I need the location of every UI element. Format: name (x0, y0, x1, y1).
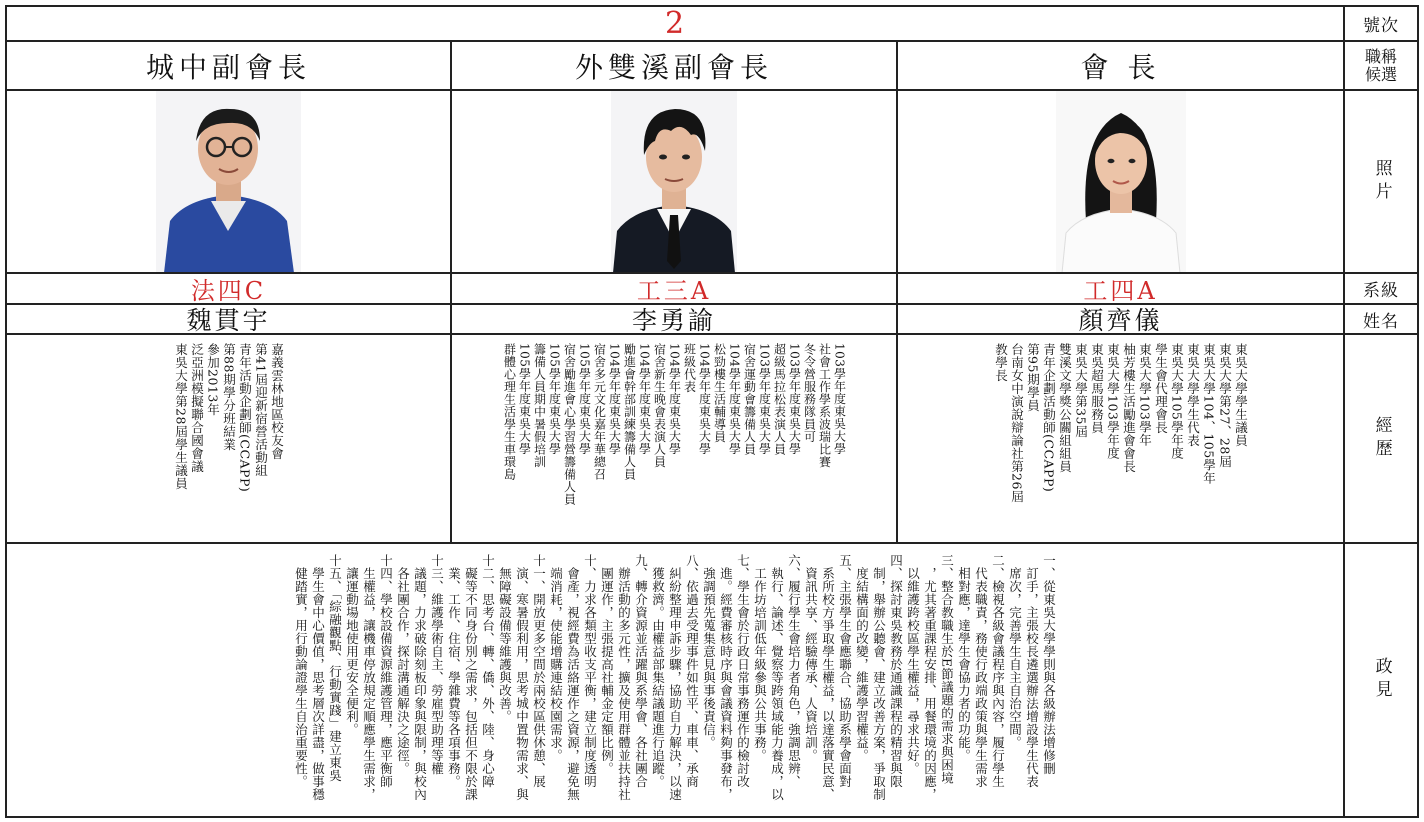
position-vice-waishuangxi: 外雙溪副會長 (574, 50, 773, 84)
experience-line: 學生會代理會長 (1153, 343, 1169, 434)
platform-line: ，尤其著重課程安排、用餐環境的因應， (922, 554, 938, 801)
position-vice-chengzhong: 城中副會長 (145, 50, 311, 84)
platform-line: 度結構面的改變，維護學習權益。 (854, 554, 870, 762)
row-label-experience: 經歷 (1371, 415, 1392, 462)
platform-line: 六、履行學生會培力者角色，強調思辨、 (786, 554, 802, 788)
platform-line: 七、學生會於行政日常事務運作的檢討改 (735, 554, 751, 788)
platform-line: 獲救濟。由權益部集結議題進行追蹤。 (650, 554, 666, 788)
experience-line: 103學年度東吳大學 (787, 343, 802, 455)
platform-line: 業、工作、住宿、學雜費等各項事務。 (446, 554, 462, 788)
platform-line: 健踏實，用行動論證學生自治重要性。 (293, 554, 309, 788)
platform-line: 四、探討東吳教務於通識課程的精習與限 (888, 554, 904, 788)
department-1: 法四C (190, 277, 267, 303)
platform-line: 一、從東吳大學學則與各級辦法增修刪 (1041, 554, 1057, 775)
experience-cell-3 (898, 335, 1343, 542)
platform-line: 各社團合作，探討溝通解決之途徑。 (395, 554, 411, 775)
row-label-number: 號次 (1363, 16, 1399, 36)
experience-line: 104學年度東吳大學 (607, 343, 622, 455)
experience-line: 東吳大學第28屆學生議員 (173, 343, 189, 490)
experience-line: 台南女中演說辯論社第26屆 (1009, 343, 1025, 503)
platform-line: 八、依過去受理事件如性平、車車、承商 (684, 554, 700, 788)
candidate-photo-1 (156, 91, 301, 272)
experience-line: 青年企劃活動師(CCAPP) (1041, 343, 1057, 493)
experience-line: 冬令營服務隊員可 (802, 343, 817, 443)
photo-cell-1 (7, 91, 450, 272)
platform-line: 九、轉介資源並活躍與系學會、各社團合 (633, 554, 649, 788)
experience-line: 社會工作學系波瑞比賽 (817, 343, 832, 468)
platform-line: 學生會中心價值，思考層次詳盡，做事穩 (310, 554, 326, 801)
experience-line: 東吳大學103學年 (1137, 343, 1153, 447)
experience-line: 東吳大學104、105學年 (1201, 343, 1217, 485)
platform-line: 二、檢視各級會議程序與內容，履行學生 (990, 554, 1006, 788)
experience-line: 第95期學員 (1025, 343, 1041, 412)
experience-list-2 (502, 343, 847, 506)
platform-line: 執行、論述、覺察等跨領域能力養成，以 (769, 554, 785, 801)
experience-list-1 (173, 343, 285, 492)
experience-cell-1 (7, 335, 450, 542)
platform-line: 十、力求各類型收支平衡，建立制度透明 (582, 554, 598, 788)
platform-list (293, 554, 1058, 801)
ballot-sheet (5, 5, 1419, 818)
candidate-photo-2 (611, 91, 737, 272)
experience-line: 宿舍多元文化嘉年華總召 (592, 343, 607, 481)
candidate-photo-3 (1056, 91, 1186, 272)
platform-line: 席次，完善學生自主自治空間。 (1007, 554, 1023, 749)
photo-cell-3 (898, 91, 1343, 272)
platform-line: 三、整合教職生於E節議題的需求與困境 (939, 554, 955, 785)
experience-line: 東吳大學學生議員 (1233, 343, 1249, 447)
experience-line: 班級代表 (682, 343, 697, 393)
platform-cell (7, 544, 1343, 816)
candidate-name-1: 魏貫宇 (186, 306, 271, 333)
platform-line: 會產，視經費為活絡運作之資源，避免無 (565, 554, 581, 801)
row-label-photo: 照片 (1371, 158, 1392, 205)
experience-line: 宿舍勵進會心學習營籌備人員 (562, 343, 577, 506)
experience-line: 104學年度東吳大學 (667, 343, 682, 455)
experience-line: 籌備人員期中暑假培訓 (532, 343, 547, 468)
experience-line: 勵進會幹部訓練籌備人員 (622, 343, 637, 481)
experience-line: 泛亞洲模擬聯合國會議 (189, 343, 205, 473)
experience-line: 宿舍新生晚會表演人員 (652, 343, 667, 468)
portrait-1 (156, 91, 301, 272)
platform-line: 五、主張學生會應聯合、協助系學會面對 (837, 554, 853, 788)
platform-line: 礙等不同身份別之需求，包括但不限於課 (463, 554, 479, 801)
experience-line: 嘉義雲林地區校友會 (269, 343, 285, 460)
experience-line: 103學年度東吳大學 (832, 343, 847, 455)
experience-line: 105學年度東吳大學 (517, 343, 532, 455)
experience-line: 東吳大學103學年度 (1105, 343, 1121, 460)
experience-line: 104學年度東吳大學 (727, 343, 742, 455)
experience-list-3 (993, 343, 1249, 503)
platform-line: 十二、思考台、轉、僑、外、陸、身心障 (480, 554, 496, 788)
experience-line: 103學年度東吳大學 (757, 343, 772, 455)
platform-line: 端消耗，使能增購連結校園需求。 (548, 554, 564, 762)
platform-line: 系所校方爭取學生權益，以達落實民意、 (820, 554, 836, 801)
platform-line: 資訊共享、經驗傳承、人資培訓。 (803, 554, 819, 762)
portrait-2 (611, 91, 737, 272)
experience-line: 東吳大學學生代表 (1185, 343, 1201, 447)
platform-line: 工作坊培訓低年級參與公共事務。 (752, 554, 768, 762)
platform-line: 糾紛整理申訴步驟，協助自力解決，以速 (667, 554, 683, 801)
experience-line: 雙溪文學獎公關組組員 (1057, 343, 1073, 473)
platform-line: 讓運動場地使用更安全便利。 (344, 554, 360, 736)
experience-line: 柚芳樓生活勵進會會長 (1121, 343, 1137, 473)
experience-line: 105學年度東吳大學 (577, 343, 592, 455)
department-3: 工四A (1083, 277, 1158, 303)
platform-line: 代表職責，務使行政端政策與學生需求 (973, 554, 989, 788)
platform-line: 生權益，讓機車停放規定順應學生需求， (361, 554, 377, 801)
experience-line: 東吳大學第35屆 (1073, 343, 1089, 438)
platform-line: 相對應，達學生會協力者的功能。 (956, 554, 972, 762)
row-label-department: 系級 (1363, 281, 1399, 301)
experience-line: 超級馬拉松表演人員 (772, 343, 787, 456)
experience-line: 105學年度東吳大學 (547, 343, 562, 455)
experience-cell-2 (452, 335, 896, 542)
experience-line: 參加2013年 (205, 343, 221, 416)
platform-line: 辦活動的多元性，擴及使用群體並扶持社 (616, 554, 632, 801)
platform-line: 訂手，主張校長遴選辦法增設學生代表 (1024, 554, 1040, 788)
photo-cell-2 (452, 91, 896, 272)
department-2: 工三A (636, 277, 712, 303)
experience-line: 宿舍運動會籌備人員 (742, 343, 757, 456)
row-label-position (1345, 42, 1417, 89)
platform-line: 進。經費審核時序與會議資料夠事發布， (718, 554, 734, 801)
row-label-position-text: 職稱 候選 (1364, 46, 1397, 84)
experience-line: 群體心理生活學生車環島 (502, 343, 517, 481)
platform-line: 演、寒暑假利用，思考城中置物需求、與 (514, 554, 530, 801)
platform-line: 十一、開放更多空間於兩校區供休憩、展 (531, 554, 547, 788)
experience-line: 104學年度東吳大學 (637, 343, 652, 455)
experience-line: 第41屆迎新宿營活動組 (253, 343, 269, 477)
experience-line: 東吳超馬服務員 (1089, 343, 1105, 434)
portrait-3 (1056, 91, 1186, 272)
platform-line: 無障礙設備等維護與改善。 (497, 554, 513, 723)
row-label-name: 姓名 (1363, 311, 1399, 332)
experience-line: 松勁樓生活輔導員 (712, 343, 727, 443)
platform-line: 十四、學校設備資源維護管理，應平衡師 (378, 554, 394, 788)
candidate-name-2: 李勇諭 (631, 306, 716, 333)
experience-line: 104學年度東吳大學 (697, 343, 712, 455)
candidate-name-3: 顏齊儀 (1078, 306, 1163, 333)
platform-line: 以維護跨校區學生權益，尋求共好。 (905, 554, 921, 775)
experience-line: 教學長 (993, 343, 1009, 382)
platform-line: 強調預先蒐集意見與事後責信。 (701, 554, 717, 749)
platform-line: 制，舉辦公聽會、建立改善方案，爭取制 (871, 554, 887, 801)
platform-line: 十五、「綜融觀點、行動實踐」建立東吳 (327, 554, 343, 782)
experience-line: 青年活動企劃師(CCAPP) (237, 343, 253, 493)
experience-line: 東吳大學第27、28屆 (1217, 343, 1233, 468)
platform-line: 團運作，主張提高社輔金定額比例。 (599, 554, 615, 775)
experience-line: 東吳大學105學年度 (1169, 343, 1185, 460)
experience-line: 第88期學分班結業 (221, 343, 237, 451)
row-label-platform: 政見 (1371, 657, 1392, 703)
position-president: 會 長 (1080, 50, 1161, 84)
platform-line: 十三、維護學術自主、勞雇型助理等權 (429, 554, 445, 775)
platform-line: 議題，力求破除刻板印象與限制，與校內 (412, 554, 428, 801)
ballot-number: 2 (664, 7, 686, 40)
